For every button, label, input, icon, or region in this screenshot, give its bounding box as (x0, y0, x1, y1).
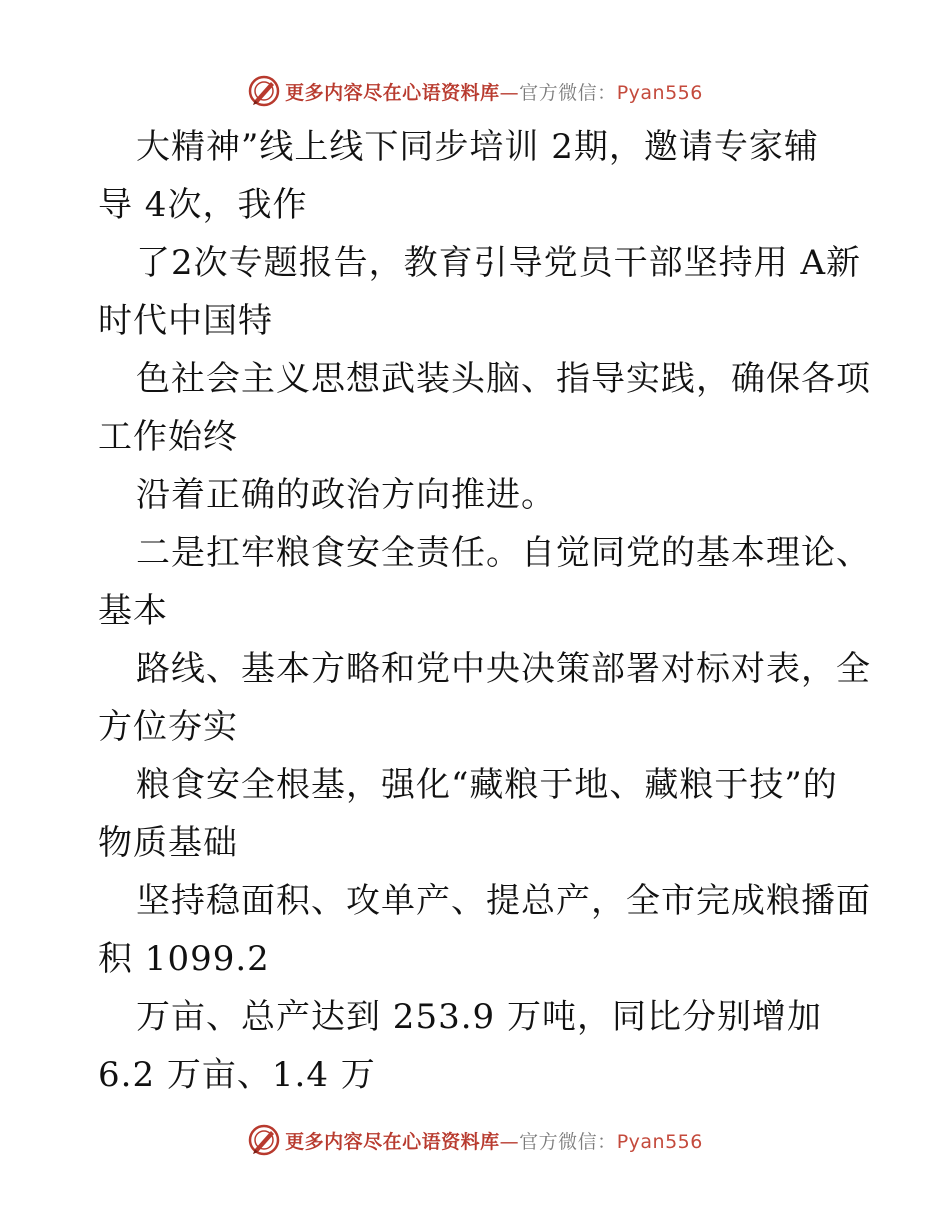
footer-brand: 更多内容尽在心语资料库 (285, 1130, 500, 1153)
footer-wechat-id: Pyan556 (616, 1130, 703, 1153)
body-line: 二是扛牢粮食安全责任。自觉同党的基本理论、 (136, 533, 871, 573)
body-line: 万亩、总产达到 253.9 万吨，同比分别增加 (136, 997, 822, 1037)
body-line: 了2次专题报告，教育引导党员干部坚持用 A新 (136, 243, 861, 283)
header-dash: — (499, 81, 520, 104)
body-line: 坚持稳面积、攻单产、提总产，全市完成粮播面 (136, 881, 871, 921)
body-line: 路线、基本方略和党中央决策部署对标对表，全 (136, 649, 871, 689)
body-line: 沿着正确的政治方向推进。 (136, 475, 556, 515)
body-line: 时代中国特 (98, 301, 273, 341)
footer-dash: — (499, 1130, 520, 1153)
header-official-label: 官方微信： (519, 81, 617, 104)
body-line: 积 1099.2 (98, 939, 270, 979)
header-wechat-id: Pyan556 (616, 81, 703, 104)
body-line: 基本 (98, 591, 168, 631)
header-watermark-text (285, 78, 703, 105)
header-watermark (0, 71, 950, 111)
footer-watermark-text (285, 1127, 703, 1154)
footer-watermark (0, 1120, 950, 1160)
footer-official-label: 官方微信： (519, 1130, 617, 1153)
body-line: 方位夯实 (98, 707, 238, 747)
body-line: 6.2 万亩、1.4 万 (98, 1055, 376, 1095)
body-line: 物质基础 (98, 823, 238, 863)
header-brand: 更多内容尽在心语资料库 (285, 81, 500, 104)
body-line: 粮食安全根基，强化“藏粮于地、藏粮于技”的 (136, 765, 838, 805)
body-line: 导 4次，我作 (98, 185, 308, 225)
pen-logo-icon (247, 1123, 281, 1157)
pen-logo-icon (247, 74, 281, 108)
body-line: 工作始终 (98, 417, 238, 457)
body-line: 色社会主义思想武装头脑、指导实践，确保各项 (136, 359, 871, 399)
body-line: 大精神”线上线下同步培训 2期，邀请专家辅 (136, 127, 819, 167)
document-body (98, 118, 871, 1104)
